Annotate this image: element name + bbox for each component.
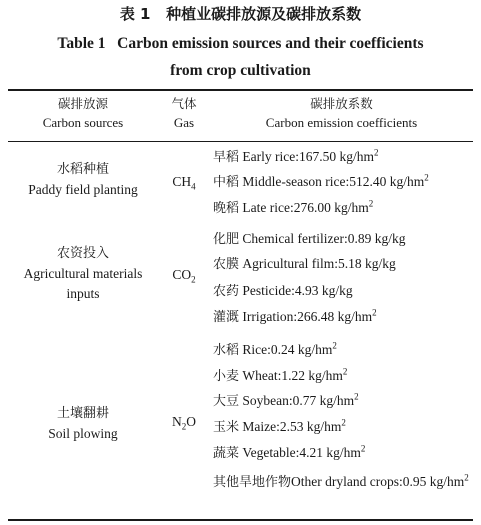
header-rule (8, 141, 473, 142)
source-en: Agricultural materials (23, 266, 143, 281)
header-emission-coefficients (210, 94, 473, 132)
source-en: inputs (66, 286, 100, 301)
coefficient-row: 水稻 Rice:0.24 $kg/hm^2$ (213, 340, 337, 358)
coefficient-row: 农膜 Agricultural film:5.18 kg/kg (213, 256, 396, 272)
gas-ch4: $CH_4$ (172, 174, 196, 192)
table-title-en (0, 30, 481, 84)
coefficient-row: 蔬菜 Vegetable:4.21 $kg/hm^2$ (213, 443, 366, 461)
source-zh: 土壤翻耕 (56, 406, 109, 421)
coefficient-row: 晚稻 Late rice:276.00 $kg/hm^2$ (213, 198, 374, 216)
coefficient-row: 农药 Pesticide:4.93 kg/kg (213, 283, 353, 299)
top-rule (8, 89, 473, 91)
header-gas-zh: 气体 (171, 96, 197, 111)
header-source-en: Carbon sources (42, 115, 124, 130)
table-title-en-line2: from crop cultivation (170, 62, 311, 79)
source-zh: 水稻种植 (56, 162, 109, 177)
header-carbon-sources (8, 94, 158, 132)
header-coef-en: Carbon emission coefficients (265, 115, 418, 130)
source-agricultural-materials-inputs (8, 244, 158, 304)
coefficient-row: 小麦 Wheat:1.22 $kg/hm^2$ (213, 366, 348, 384)
source-paddy-field-planting (8, 160, 158, 200)
header-gas-en: Gas (173, 115, 195, 130)
source-zh: 农资投入 (56, 246, 109, 261)
source-en: Soil plowing (48, 426, 118, 441)
header-source-zh: 碳排放源 (57, 96, 108, 111)
coefficient-row: 玉米 Maize:2.53 $kg/hm^2$ (213, 417, 346, 435)
coefficient-row: 其他旱地作物Other dryland crops:0.95 $kg/hm^2$ (213, 472, 469, 490)
table-title-zh (0, 4, 481, 24)
table-title-en-line1: Carbon emission sources and their coefficients (117, 35, 424, 52)
coefficient-row: 大豆 Soybean:0.77 $kg/hm^2$ (213, 391, 359, 409)
table-label-zh: 表 1 (119, 5, 151, 23)
coefficient-row: 中稻 Middle-season rice:512.40 $kg/hm^2$ (213, 172, 429, 190)
table-label-en: Table 1 (57, 35, 106, 52)
coefficient-row: 化肥 Chemical fertilizer:0.89 kg/kg (213, 231, 406, 247)
gas-n2o: $N_2O$ (172, 414, 196, 432)
coefficient-row: 灌溉 Irrigation:266.48 $kg/hm^2$ (213, 307, 377, 325)
header-gas (160, 94, 208, 132)
gas-co2: $CO_2$ (172, 267, 196, 285)
table-title-zh-text: 种植业碳排放源及碳排放系数 (166, 5, 362, 23)
coefficient-row: 早稻 Early rice:167.50 $kg/hm^2$ (213, 147, 379, 165)
bottom-rule (8, 519, 473, 521)
source-en: Paddy field planting (28, 182, 138, 197)
header-coef-zh: 碳排放系数 (310, 96, 373, 111)
source-soil-plowing (8, 404, 158, 444)
